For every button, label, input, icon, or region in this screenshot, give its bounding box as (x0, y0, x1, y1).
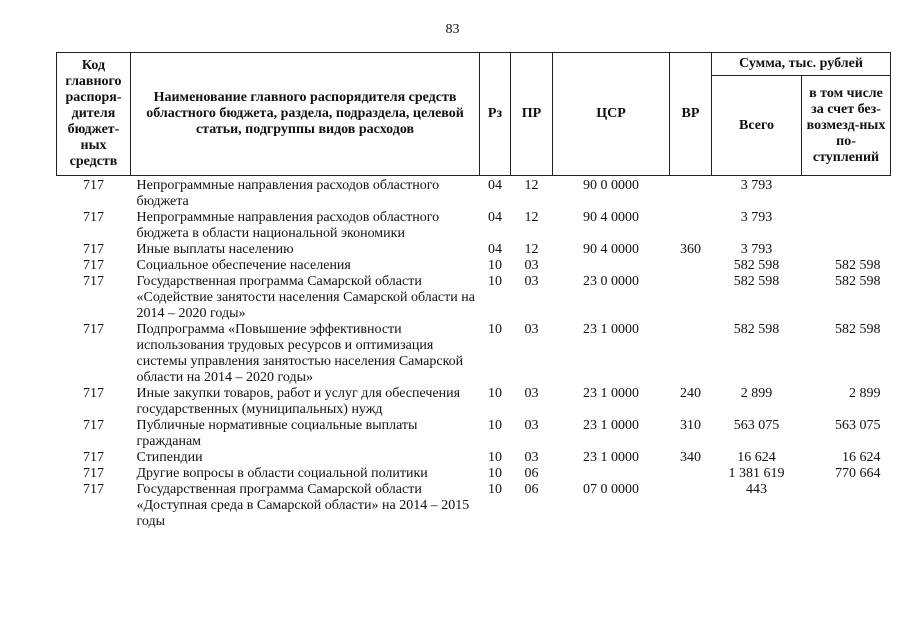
page-number: 83 (445, 22, 460, 37)
cell-csr: 23 1 0000 (583, 450, 639, 465)
cell-total: 3 793 (740, 178, 773, 193)
cell-pr: 06 (524, 482, 539, 497)
header-sum: Сумма, тыс. рублей (712, 53, 891, 76)
header-total: Всего (712, 76, 802, 176)
cell-csr: 90 0 0000 (583, 178, 639, 193)
cell-total: 1 381 619 (728, 466, 785, 481)
cell-name: Социальное обеспечение населения (136, 258, 351, 273)
table-row (57, 176, 891, 211)
cell-csr (553, 466, 670, 482)
cell-code: 717 (83, 242, 104, 257)
cell-csr: 90 4 0000 (583, 242, 639, 257)
cell-total: 3 793 (740, 210, 773, 225)
cell-csr: 23 1 0000 (583, 386, 639, 401)
cell-vr: 360 (680, 242, 701, 257)
cell-incl (802, 482, 891, 530)
cell-code: 717 (83, 210, 104, 225)
cell-total: 16 624 (737, 450, 776, 465)
table-row (57, 274, 891, 322)
cell-csr: 23 1 0000 (583, 322, 639, 337)
cell-pr: 03 (524, 258, 539, 273)
cell-total: 582 598 (733, 322, 780, 337)
cell-incl (802, 176, 891, 211)
cell-pr: 12 (524, 210, 539, 225)
cell-csr: 23 0 0000 (583, 274, 639, 289)
cell-rz: 10 (488, 386, 502, 401)
cell-vr: 240 (680, 386, 701, 401)
budget-table (56, 52, 891, 530)
cell-name: Публичные нормативные социальные выплаты гражданам (136, 418, 418, 449)
cell-pr: 03 (524, 386, 539, 401)
table-row (57, 322, 891, 386)
cell-pr: 03 (524, 322, 539, 337)
header-rz: Рз (480, 53, 511, 176)
table-row (57, 466, 891, 482)
cell-vr: 310 (680, 418, 701, 433)
cell-name: Подпрограмма «Повышение эффективности использования трудовых ресурсов и оптимизация системы управления занятостью населения Самарской области на 2014 – 2020 годы» (136, 322, 464, 385)
cell-vr (670, 466, 712, 482)
cell-total: 2 899 (740, 386, 773, 401)
table-body (57, 176, 891, 531)
header-csr: ЦСР (553, 53, 670, 176)
cell-name: Иные закупки товаров, работ и услуг для обеспечения государственных (муниципальных) нужд (136, 386, 461, 417)
cell-rz: 04 (488, 242, 502, 257)
cell-incl: 16 624 (842, 450, 881, 465)
cell-total: 3 793 (740, 242, 773, 257)
cell-incl (802, 210, 891, 242)
table-row (57, 482, 891, 530)
cell-total: 443 (746, 482, 767, 497)
cell-code: 717 (83, 178, 104, 193)
table-row (57, 210, 891, 242)
cell-name: Государственная программа Самарской области «Содействие занятости населения Самарской области на 2014 – 2020 годы» (136, 274, 475, 321)
cell-csr: 23 1 0000 (583, 418, 639, 433)
cell-vr (670, 322, 712, 386)
cell-incl (802, 242, 891, 258)
cell-csr: 07 0 0000 (583, 482, 639, 497)
cell-rz: 10 (488, 274, 502, 289)
cell-name: Стипендии (136, 450, 203, 465)
table-row (57, 450, 891, 466)
header-pr: ПР (511, 53, 553, 176)
cell-code: 717 (83, 418, 104, 433)
cell-incl: 2 899 (849, 386, 881, 401)
cell-code: 717 (83, 450, 104, 465)
cell-vr: 340 (680, 450, 701, 465)
cell-csr: 90 4 0000 (583, 210, 639, 225)
cell-total: 582 598 (733, 258, 780, 273)
cell-pr: 12 (524, 242, 539, 257)
cell-rz: 10 (488, 418, 502, 433)
header-name: Наименование главного распорядителя средств областного бюджета, раздела, подраздела, целевой статьи, подгруппы видов расходов (131, 53, 480, 176)
cell-pr: 03 (524, 418, 539, 433)
cell-vr (670, 210, 712, 242)
cell-name: Другие вопросы в области социальной политики (136, 466, 428, 481)
cell-code: 717 (83, 466, 104, 481)
cell-csr (553, 258, 670, 274)
cell-vr (670, 176, 712, 211)
cell-incl: 563 075 (835, 418, 881, 433)
table-row (57, 242, 891, 258)
cell-rz: 04 (488, 210, 502, 225)
cell-total: 582 598 (733, 274, 780, 289)
cell-total: 563 075 (733, 418, 780, 433)
cell-incl: 582 598 (835, 258, 881, 273)
cell-vr (670, 274, 712, 322)
cell-rz: 10 (488, 322, 502, 337)
cell-name: Непрограммные направления расходов областного бюджета в области национальной экономики (136, 210, 440, 241)
cell-rz: 10 (488, 466, 502, 481)
cell-name: Государственная программа Самарской области «Доступная среда в Самарской области» на 2014 – 2015 годы (136, 482, 470, 529)
cell-incl: 770 664 (835, 466, 881, 481)
cell-vr (670, 482, 712, 530)
cell-incl: 582 598 (835, 274, 881, 289)
header-incl: в том числе за счет без-возмезд-ных по-ступлений (802, 76, 891, 176)
cell-code: 717 (83, 258, 104, 273)
cell-code: 717 (83, 322, 104, 337)
cell-code: 717 (83, 274, 104, 289)
table-row (57, 386, 891, 418)
cell-name: Иные выплаты населению (136, 242, 294, 257)
cell-rz: 10 (488, 482, 502, 497)
cell-incl: 582 598 (835, 322, 881, 337)
header-code: Код главного распоря-дителя бюджет-ных средств (57, 53, 131, 176)
cell-pr: 03 (524, 274, 539, 289)
cell-pr: 12 (524, 178, 539, 193)
cell-rz: 10 (488, 450, 502, 465)
cell-rz: 04 (488, 178, 502, 193)
cell-vr (670, 258, 712, 274)
cell-code: 717 (83, 482, 104, 497)
header-vr: ВР (670, 53, 712, 176)
cell-pr: 06 (524, 466, 539, 481)
cell-rz: 10 (488, 258, 502, 273)
table-row (57, 258, 891, 274)
table-row (57, 418, 891, 450)
cell-name: Непрограммные направления расходов областного бюджета (136, 178, 440, 209)
cell-code: 717 (83, 386, 104, 401)
cell-pr: 03 (524, 450, 539, 465)
